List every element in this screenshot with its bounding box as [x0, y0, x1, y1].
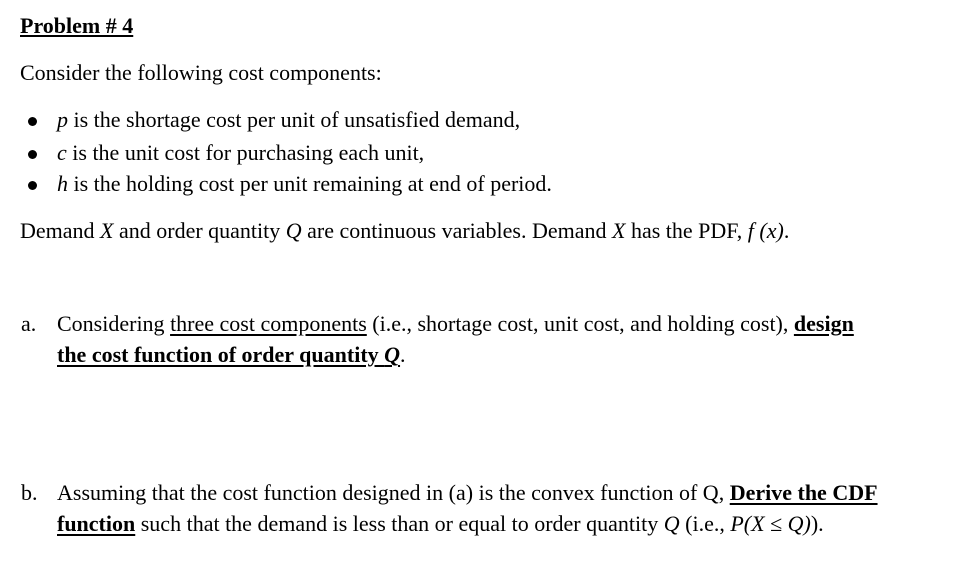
part-a-line-1 — [57, 311, 854, 337]
cdf-expression: P(X ≤ Q) — [730, 511, 811, 536]
problem-title: Problem # 4 — [20, 13, 134, 38]
part-b-text: ). — [810, 511, 824, 536]
variable-c: c — [57, 140, 67, 165]
bullet-dot — [28, 117, 37, 126]
part-a-emphasis: the cost function of order quantity — [57, 342, 385, 367]
variable-h: h — [57, 171, 68, 196]
variable-p: p — [57, 107, 68, 132]
part-b-line-2 — [57, 511, 824, 537]
pdf-expression: f (x) — [747, 218, 784, 243]
part-b-marker: b. — [21, 480, 38, 505]
part-b-emphasis: function — [57, 511, 136, 536]
part-a-text: (i.e., shortage cost, unit cost, and holding cost), — [366, 311, 794, 336]
part-a-emphasis: design — [793, 311, 854, 336]
part-a-marker: a. — [21, 311, 37, 336]
variable-q: Q — [285, 218, 302, 243]
part-a-text: Considering — [57, 311, 171, 336]
list-item-text: is the unit cost for purchasing each unit, — [66, 140, 425, 165]
bullet-dot — [28, 150, 37, 159]
list-item-text: is the holding cost per unit remaining at end of period. — [68, 171, 552, 196]
demand-text: . — [783, 218, 790, 243]
part-b-text: (i.e., — [679, 511, 731, 536]
list-item — [57, 140, 424, 166]
demand-text: Demand — [20, 218, 101, 243]
variable-x: X — [100, 218, 114, 243]
part-a-underlined: three cost components — [170, 311, 367, 336]
variable-q: Q — [663, 511, 680, 536]
demand-sentence — [20, 218, 789, 244]
part-b-line-1 — [57, 480, 878, 506]
part-a-text: . — [400, 342, 406, 367]
variable-x: X — [612, 218, 626, 243]
part-b-emphasis: Derive the CDF — [729, 480, 878, 505]
demand-text: are continuous variables. Demand — [301, 218, 613, 243]
list-item — [57, 107, 520, 133]
part-a-line-2 — [57, 342, 406, 368]
variable-q: Q — [384, 342, 401, 367]
list-item-text: is the shortage cost per unit of unsatisfied demand, — [68, 107, 521, 132]
part-b-text: such that the demand is less than or equal to order quantity — [135, 511, 664, 536]
demand-text: and order quantity — [113, 218, 286, 243]
demand-text: has the PDF, — [625, 218, 748, 243]
part-b-text: Assuming that the cost function designed in (a) is the convex function of Q, — [57, 480, 730, 505]
intro-text: Consider the following cost components: — [20, 60, 382, 85]
list-item — [57, 171, 552, 197]
bullet-dot — [28, 181, 37, 190]
